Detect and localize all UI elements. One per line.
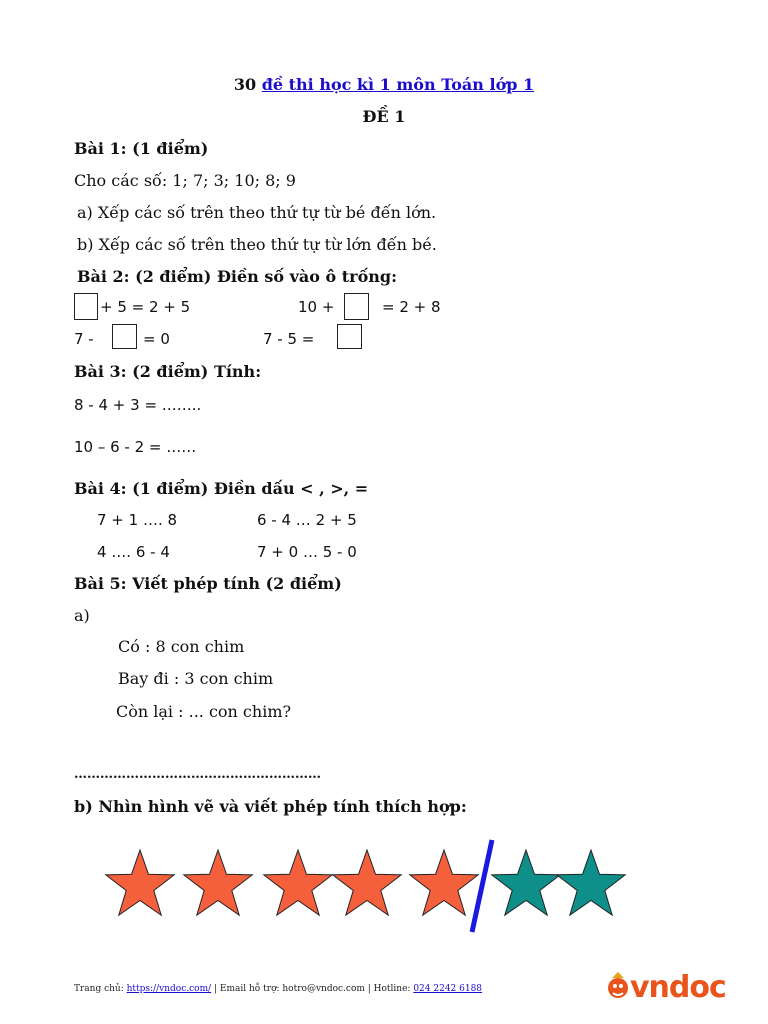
- document-title: [0, 75, 768, 95]
- red-star: [264, 850, 332, 915]
- footer-hotline[interactable]: 024 2242 6188: [413, 984, 483, 994]
- bai5-line1: Có : 8 con chim: [118, 637, 245, 656]
- footer-text: [74, 983, 482, 995]
- bai4-r2c1: 4 …. 6 - 4: [97, 543, 170, 561]
- footer-home-label: Trang chủ:: [74, 984, 124, 994]
- footer-contact: | Email hỗ trợ: hotro@vndoc.com | Hotline:: [214, 984, 411, 994]
- answer-box[interactable]: [112, 324, 137, 349]
- bai1-given: Cho các số: 1; 7; 3; 10; 8; 9: [74, 171, 296, 190]
- bai2-row2-right: 7 - 5 =: [263, 330, 315, 348]
- answer-box[interactable]: [74, 293, 98, 320]
- bai3-line1: 8 - 4 + 3 = ……..: [74, 396, 202, 414]
- answer-box[interactable]: [344, 293, 369, 320]
- green-star: [557, 850, 625, 915]
- bai2-row1-right-b: = 2 + 8: [382, 298, 441, 316]
- bai1-heading: Bài 1: (1 điểm): [74, 139, 209, 158]
- bai4-r1c1: 7 + 1 …. 8: [97, 511, 178, 529]
- red-star: [184, 850, 252, 915]
- footer-home-link[interactable]: https://vndoc.com/: [126, 984, 212, 994]
- bai2-row2-left-a: 7 -: [74, 330, 94, 348]
- mascot-icon: [604, 970, 632, 1004]
- title-prefix: 30: [233, 75, 257, 94]
- exam-number: ĐỀ 1: [362, 107, 406, 126]
- bai1-part-b: b) Xếp các số trên theo thứ tự từ lớn đến bé.: [77, 235, 437, 254]
- bai5-a-label: a): [74, 606, 90, 625]
- bai4-r2c2: 7 + 0 … 5 - 0: [257, 543, 357, 561]
- bai2-row2-left-b: = 0: [143, 330, 170, 348]
- bai2-row1-right-a: 10 +: [298, 298, 335, 316]
- answer-box[interactable]: [337, 324, 362, 349]
- bai2-row1-left: + 5 = 2 + 5: [100, 298, 191, 316]
- vndoc-logo-text: vndoc: [630, 970, 726, 1005]
- title-link[interactable]: đề thi học kì 1 môn Toán lớp 1: [261, 75, 535, 94]
- red-star: [106, 850, 174, 915]
- bai3-heading: Bài 3: (2 điểm) Tính:: [74, 362, 262, 381]
- bai4-heading: Bài 4: (1 điểm) Điền dấu < , >, =: [74, 479, 369, 498]
- bai5-line2: Bay đi : 3 con chim: [118, 669, 274, 688]
- red-star: [410, 850, 478, 915]
- bai5-heading: Bài 5: Viết phép tính (2 điểm): [74, 574, 342, 593]
- bai2-heading: Bài 2: (2 điểm) Điền số vào ô trống:: [77, 267, 397, 286]
- green-star: [492, 850, 560, 915]
- bai4-r1c2: 6 - 4 … 2 + 5: [257, 511, 357, 529]
- divider-line: [472, 840, 492, 932]
- bai1-part-a: a) Xếp các số trên theo thứ tự từ bé đến lớn.: [77, 203, 437, 222]
- bai5-line3: Còn lại : ... con chim?: [116, 702, 292, 721]
- stars-figure: [0, 830, 768, 940]
- answer-dots: …………………………………………………: [74, 767, 321, 782]
- red-star: [333, 850, 401, 915]
- bai5-b-heading: b) Nhìn hình vẽ và viết phép tính thích hợp:: [74, 797, 467, 816]
- bai3-line2: 10 – 6 - 2 = ……: [74, 438, 197, 456]
